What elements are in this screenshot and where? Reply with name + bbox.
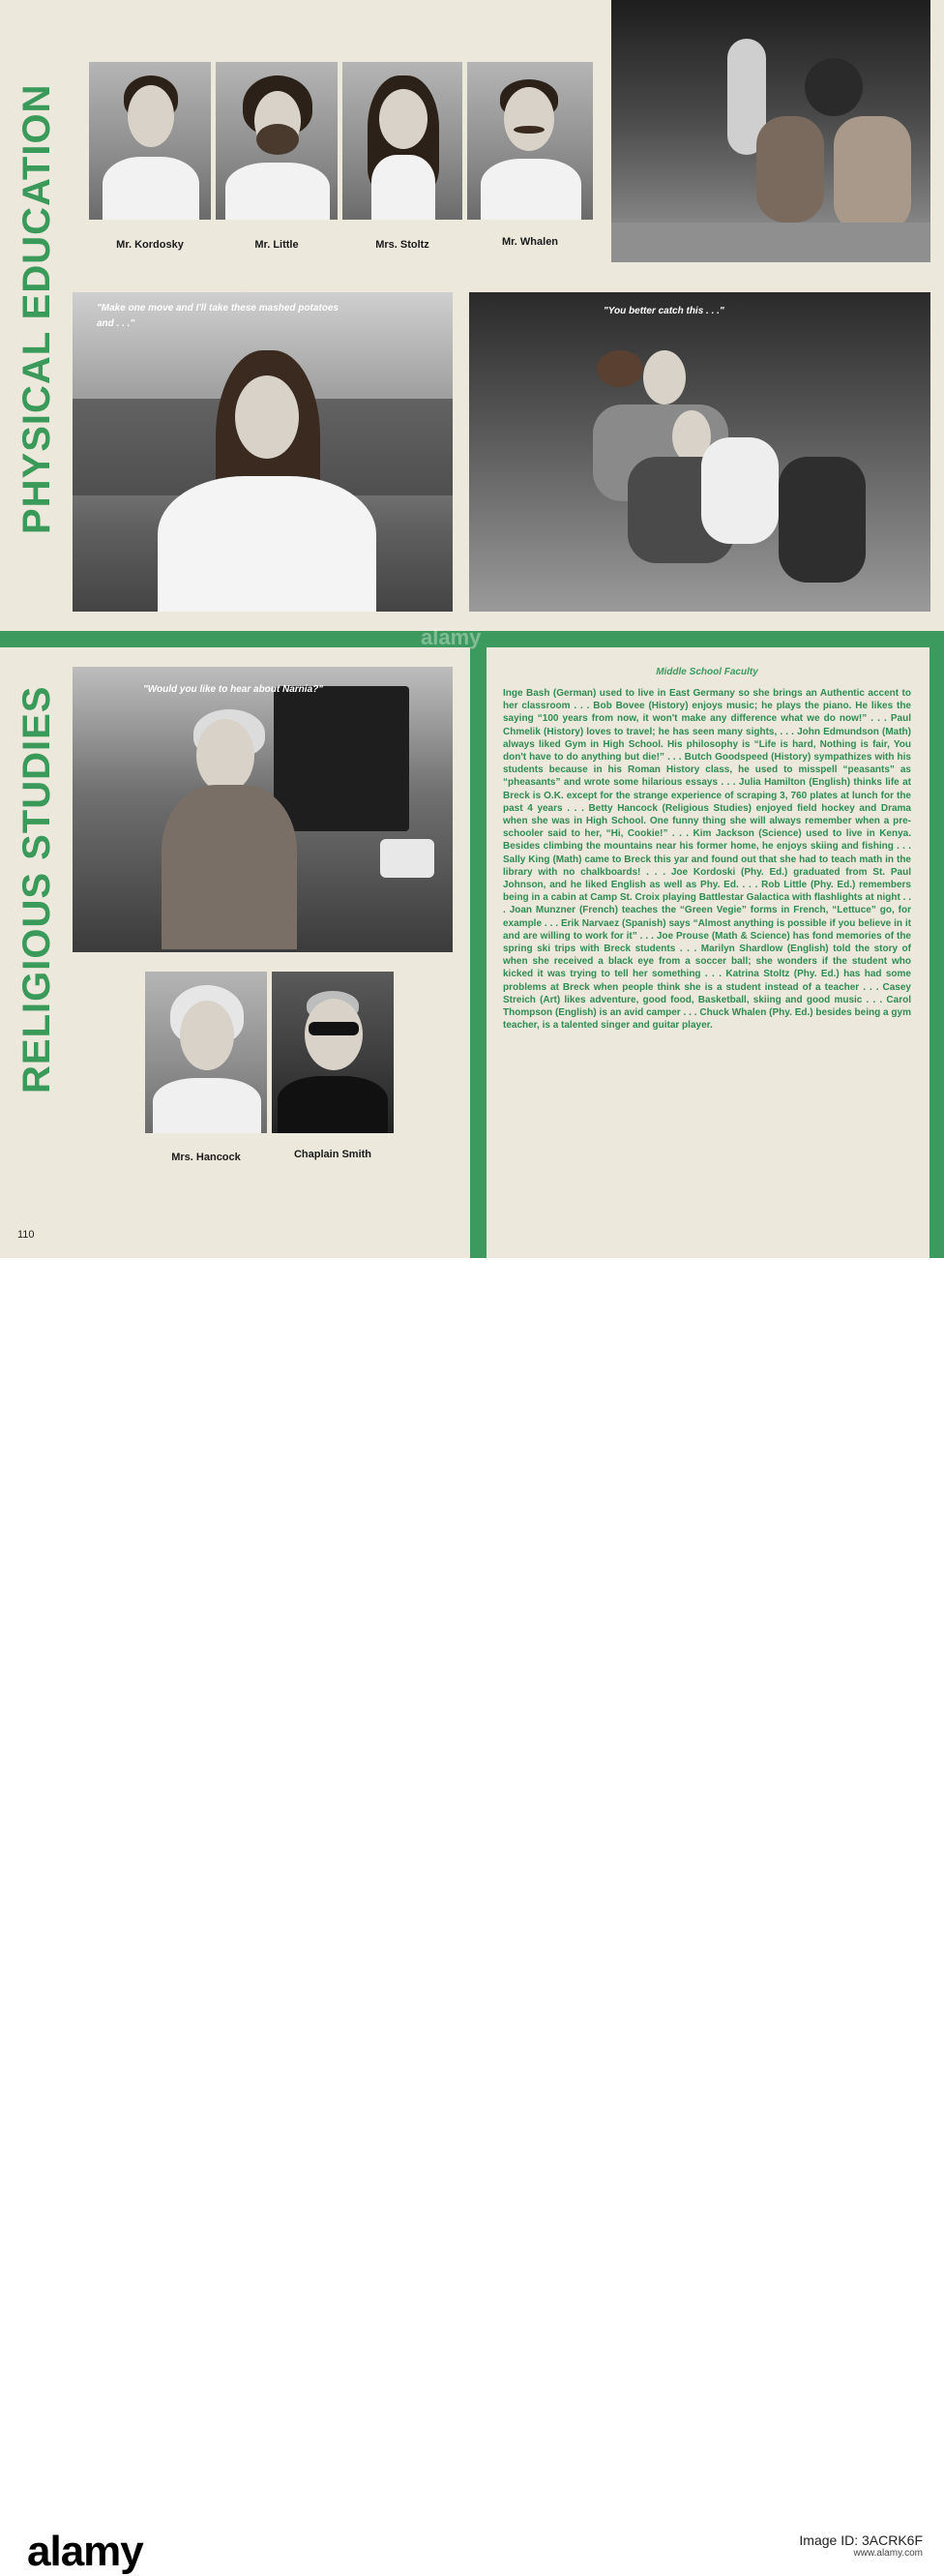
faculty-heading: Middle School Faculty bbox=[656, 667, 758, 677]
quote-mashed-potatoes: "Make one move and I'll take these mashed potatoes bbox=[97, 303, 339, 314]
quote-narnia: "Would you like to hear about Narnia?" bbox=[143, 684, 323, 695]
portrait-chaplain-smith bbox=[272, 972, 394, 1133]
religious-studies-title: RELIGIOUS STUDIES bbox=[15, 685, 58, 1093]
narnia-photo bbox=[73, 667, 453, 952]
watermark: alamy bbox=[421, 625, 482, 649]
footer-info bbox=[799, 2533, 923, 2561]
footer-url[interactable]: www.alamy.com bbox=[853, 2548, 923, 2559]
page-number: 110 bbox=[17, 1229, 35, 1241]
yearbook-page bbox=[0, 0, 944, 1258]
caption-little: Mr. Little bbox=[254, 239, 299, 251]
gym-photo bbox=[611, 0, 930, 262]
portrait-whalen bbox=[467, 62, 593, 220]
quote-mashed-potatoes-2: and . . ." bbox=[97, 318, 135, 329]
caption-kordosky: Mr. Kordosky bbox=[116, 239, 184, 251]
lunchroom-photo bbox=[73, 292, 453, 612]
stock-footer bbox=[0, 1258, 944, 2575]
border-right bbox=[929, 647, 944, 1258]
alamy-logo[interactable]: alamy bbox=[27, 2528, 143, 2575]
divider-vertical bbox=[470, 647, 487, 1258]
football-photo bbox=[469, 292, 930, 612]
caption-whalen: Mr. Whalen bbox=[501, 236, 559, 248]
caption-hancock: Mrs. Hancock bbox=[171, 1152, 241, 1163]
portrait-little bbox=[216, 62, 338, 220]
caption-chaplain-smith: Chaplain Smith bbox=[293, 1149, 372, 1160]
faculty-text: Inge Bash (German) used to live in East Germany so she brings an Authentic accent to her classroom . . . Bob Bovee (History) enjoys music; he plays the piano. He likes the saying “100 years from now, it won't make any difference what we do now!” . . . Paul Chmelik (History) loves to travel; he has seen many sights, . . . John Edmundson (Math) always liked Gym in High School. His philosophy is “Life is hard, Nothing is fair, You don't have to do anything but die!” . . . Butch Goodspeed (History) sympathizes with his students because in his Roman History class, he used to misspell “peasants” as “pheasants” and wrote some hilarious essays . . . Julia Hamilton (English) thinks life at Breck is O.K. except for the strange experience of scraping 3, 760 plates at lunch for the past 4 years . . . Betty Hancock (Religious Studies) enjoyed field hockey and Drama when she was in High School. One funny thing she will always remember when a pre-schooler said to her, “Hi, Cookie!” . . . Kim Jackson (Science) used to live in Kenya. Besides climbing the mountains near his former home, he enjoys skiing and fishing . . . Sally King (Math) came to Breck this yar and found out that she had to teach math in the library with no chalkboards! . . . Joe Kordoski (Phy. Ed.) graduated from St. Paul Johnson, and he liked English as well as Phy. Ed. . . . Rob Little (Phy. Ed.) remembers being in a cabin at Camp St. Croix playing Battlestar Galactica with flashlights at night . . . Joan Munzner (French) teaches the “Green Vegie” forms in French, “Lettuce” go, for example . . . Erik Narvaez (Spanish) says “Almost anything is possible if you believe in it and are willing to work for it” . . . Joe Prouse (Math & Science) has fond memories of the spring ski trips with Breck students . . . Marilyn Shardlow (English) told the story of when she received a black eye from a soccer ball; she wonders if the student who kicked it was trying to tell her something . . . Katrina Stoltz (Phy. Ed.) has had some problems at Breck when people think she is a student instead of a teacher . . . Casey Streich (Art) likes adventure, good food, Basketball, skiing and good music . . . Carol Thompson (English) is an avid camper . . . Chuck Whalen (Phy. Ed.) besides being a gym teacher, is a talented singer and guitar player. bbox=[503, 688, 911, 1032]
image-id: Image ID: 3ACRK6F bbox=[799, 2532, 923, 2548]
portrait-stoltz bbox=[342, 62, 462, 220]
physical-education-title: PHYSICAL EDUCATION bbox=[15, 83, 58, 534]
portrait-kordosky bbox=[89, 62, 211, 220]
portrait-hancock bbox=[145, 972, 267, 1133]
caption-stoltz: Mrs. Stoltz bbox=[375, 239, 429, 251]
quote-catch: "You better catch this . . ." bbox=[604, 306, 724, 316]
